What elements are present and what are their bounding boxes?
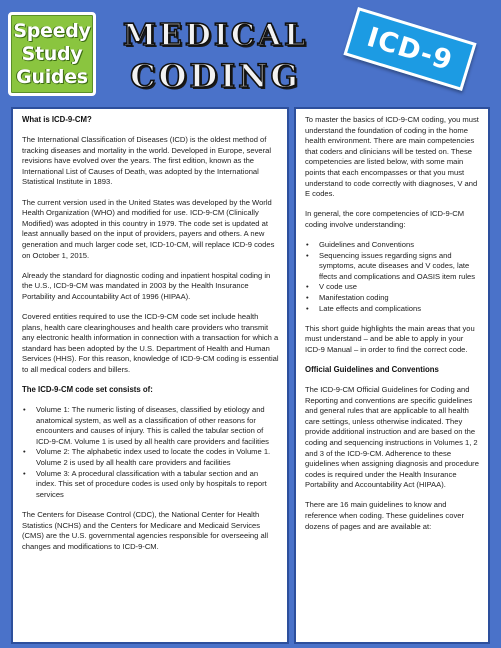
page-title [108,16,323,96]
volume-list [22,405,279,500]
badge-label: ICD-9 [363,21,457,77]
left-paragraph-1: The International Classification of Diseases (ICD) is the oldest method of tracking diseases and mortality in the world. Developed in Europe, several revisions have evolved over the years. The first edition, known as the International List of Causes of Death, was adopted by the International Statistical Institute in 1893. [22,135,272,187]
right-paragraph-2: In general, the core competencies of ICD-9-CM coding involve understanding: [305,209,465,229]
list-item: • Manifestation coding [305,293,480,304]
left-paragraph-5: The Centers for Disease Control (CDC), the National Center for Health Statistics (NCHS) and the Centers for Medicare and Medicaid Services (CMS) are the U.S. governmental agencies responsible for overseeing all changes and modifications to ICD-9-CM. [22,509,269,551]
right-column [294,107,490,644]
left-heading-what-is: What is ICD-9-CM? [22,115,92,124]
list-item: • Guidelines and Conventions [305,240,480,251]
title-line-medical: MEDICAL [122,18,309,53]
left-heading-code-set: The ICD-9-CM code set consists of: [22,384,153,394]
right-paragraph-3: This short guide highlights the main areas that you must understand – and be able to apply in your ICD-9 Manual – in order to find the correct code. [305,323,475,354]
list-item: • Sequencing issues regarding signs and symptoms, acute diseases and V codes, late ffects and complications and OASIS item rules [305,251,480,283]
list-item: • Volume 2: The alphabetic index used to locate the codes in Volume 1. Volume 2 is used by all health care providers and facilities [22,447,279,468]
list-item: • Late effects and complications [305,304,480,315]
list-item: • Volume 3: A procedural classification with a tabular section and an index. This set of procedure codes is used only by hospitals to report services [22,469,279,501]
logo-line-1: Speedy [13,19,91,42]
right-paragraph-4: The ICD-9-CM Official Guidelines for Coding and Reporting and conventions are specific guidelines and general rules that are applicable to all health care settings, unless otherwise indicated. They provide additional instruction and are based on the coding and sequencing instructions in Volumes 1, 2 and 3 of the ICD-9-CM. Adherence to these guidelines when assigning diagnosis and procedure codes is required under the Health Insurance Portability and Accountability Act (HIPAA). [305,384,479,490]
title-line-coding: CODING [130,57,301,95]
icd9-badge [343,7,476,91]
left-paragraph-2: The current version used in the United States was developed by the World Health Organization (WHO) and modified for use. ICD-9-CM (Clinically Modified) was adopted in this country in 1979. The code set is updated at least annually based on the input of providers, payers and others. A new generation and much larger code set, ICD-10-CM, will replace ICD-9 codes on October 1, 2015. [22,197,275,260]
competency-list [305,240,480,314]
list-item: • V code use [305,282,480,293]
left-paragraph-3: Already the standard for diagnostic coding and inpatient hospital coding in the U.S., ICD-9-CM was mandated in 2003 by the Health Insurance Portability and Accountability Act of 1996 (HIPAA). [22,270,271,301]
list-item: • Volume 1: The numeric listing of diseases, classified by etiology and anatomical system, as well as a classification of other reasons for encounters and causes of injury. This is called the tabular section of ICD-9-CM. Volume 1 is used by all health care providers and facilities [22,405,279,447]
logo-line-2: Study [21,42,83,65]
right-heading-guidelines: Official Guidelines and Conventions [305,364,439,374]
right-paragraph-1: To master the basics of ICD-9-CM coding, you must understand the foundation of coding in the home health environment. There are main competencies that coders and clinicians will be tested on. These competencies are listed below, with some main points that each encompasses or that you must understand to code correctly with diagnoses, V and E codes. [305,115,479,199]
logo-line-3: Guides [16,65,88,88]
speedy-study-guides-logo [8,12,96,96]
left-paragraph-4: Covered entities required to use the ICD-9-CM code set include health plans, health care clearinghouses and health care providers who transmit any electronic health information in connection with a transaction for which a standard has been adopted by the U.S. Department of Health and Human Services (HHS). For this reason, knowledge of ICD-9-CM coding is essential to all medical coders and billers. [22,311,279,374]
left-column [11,107,289,644]
right-paragraph-5: There are 16 main guidelines to know and reference when coding. These guidelines cover dozens of pages and are available at: [305,500,465,531]
